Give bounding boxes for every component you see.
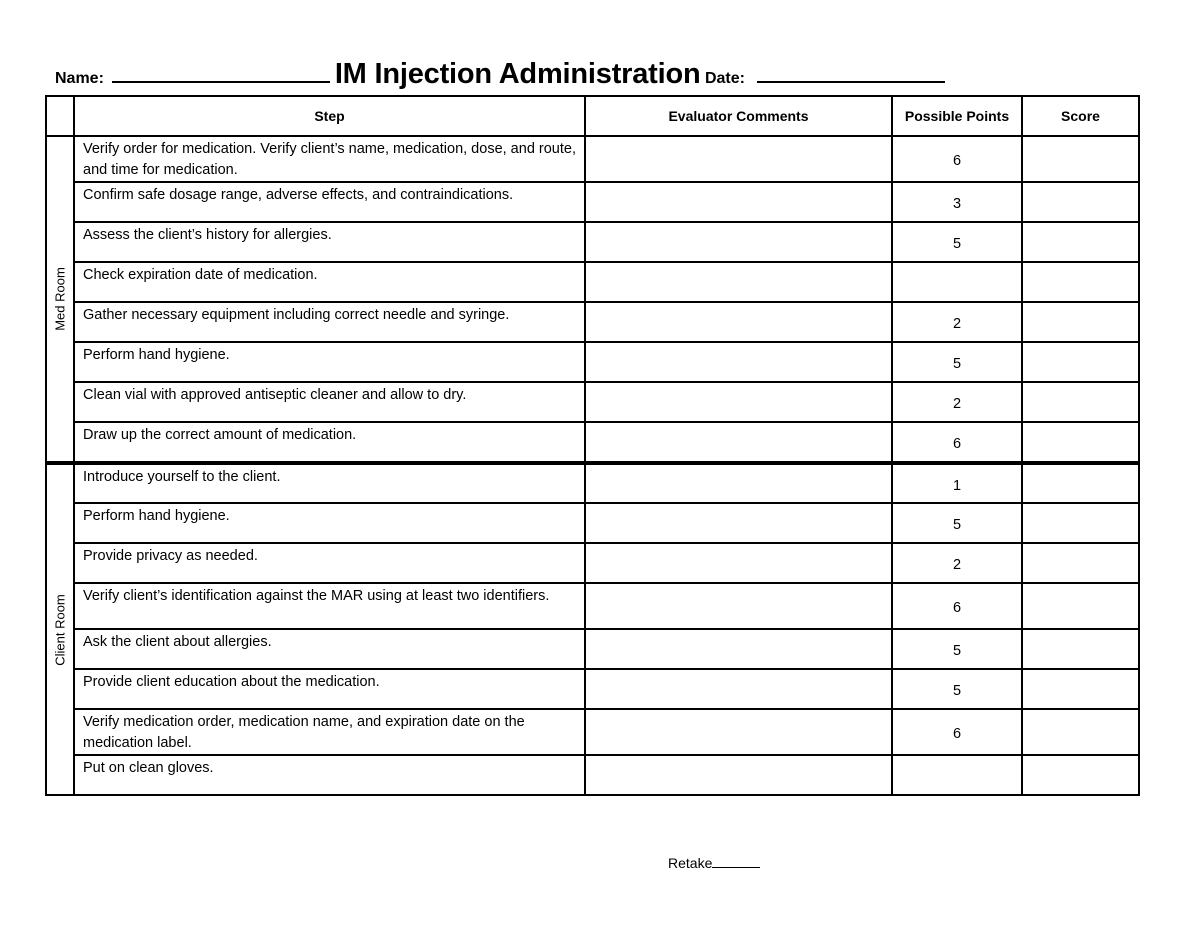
step-cell: Verify order for medication. Verify client’s name, medication, dose, and route, and time for medication. <box>74 136 585 182</box>
table-row <box>46 709 1139 755</box>
evaluator-comments-cell[interactable] <box>585 382 892 422</box>
section-label-cell <box>46 136 74 463</box>
score-cell[interactable] <box>1022 182 1139 222</box>
step-cell: Verify medication order, medication name, and expiration date on the medication label. <box>74 709 585 755</box>
possible-points-cell: 6 <box>892 136 1022 182</box>
evaluator-comments-cell[interactable] <box>585 136 892 182</box>
step-cell: Clean vial with approved antiseptic cleaner and allow to dry. <box>74 382 585 422</box>
column-header-step: Step <box>74 96 585 136</box>
section-label: Client Room <box>52 593 68 666</box>
score-cell[interactable] <box>1022 422 1139 463</box>
score-cell[interactable] <box>1022 136 1139 182</box>
table-row <box>46 755 1139 795</box>
step-cell: Draw up the correct amount of medication. <box>74 422 585 463</box>
form-header <box>55 58 945 96</box>
possible-points-cell: 6 <box>892 583 1022 629</box>
step-cell: Perform hand hygiene. <box>74 342 585 382</box>
column-header-comments: Evaluator Comments <box>585 96 892 136</box>
possible-points-cell: 6 <box>892 422 1022 463</box>
date-label: Date: <box>704 70 745 87</box>
step-cell: Perform hand hygiene. <box>74 503 585 543</box>
column-header-points: Possible Points <box>892 96 1022 136</box>
table-row <box>46 422 1139 463</box>
checklist-table <box>45 95 1140 796</box>
step-cell: Check expiration date of medication. <box>74 262 585 302</box>
possible-points-cell: 5 <box>892 342 1022 382</box>
evaluator-comments-cell[interactable] <box>585 262 892 302</box>
step-cell: Ask the client about allergies. <box>74 629 585 669</box>
possible-points-cell: 5 <box>892 222 1022 262</box>
step-cell: Gather necessary equipment including correct needle and syringe. <box>74 302 585 342</box>
table-row <box>46 302 1139 342</box>
evaluator-comments-cell[interactable] <box>585 583 892 629</box>
table-row <box>46 463 1139 503</box>
possible-points-cell: 2 <box>892 382 1022 422</box>
score-cell[interactable] <box>1022 262 1139 302</box>
possible-points-cell: 1 <box>892 463 1022 503</box>
possible-points-cell: 2 <box>892 543 1022 583</box>
retake-field <box>668 855 760 871</box>
score-cell[interactable] <box>1022 669 1139 709</box>
table-row <box>46 222 1139 262</box>
step-cell: Provide client education about the medication. <box>74 669 585 709</box>
name-blank <box>112 81 330 83</box>
section-label: Med Room <box>52 267 68 331</box>
evaluator-comments-cell[interactable] <box>585 222 892 262</box>
section-header-cell <box>46 96 74 136</box>
possible-points-cell: 5 <box>892 503 1022 543</box>
retake-label: Retake <box>668 855 713 871</box>
step-cell: Assess the client’s history for allergies. <box>74 222 585 262</box>
score-cell[interactable] <box>1022 463 1139 503</box>
section-label-cell <box>46 463 74 795</box>
date-blank <box>757 81 945 83</box>
step-cell: Put on clean gloves. <box>74 755 585 795</box>
page-title: IM Injection Administration <box>334 58 701 90</box>
column-header-score: Score <box>1022 96 1139 136</box>
possible-points-cell: 5 <box>892 669 1022 709</box>
evaluator-comments-cell[interactable] <box>585 543 892 583</box>
table-row <box>46 629 1139 669</box>
table-row <box>46 262 1139 302</box>
retake-blank <box>712 867 760 868</box>
table-row <box>46 342 1139 382</box>
score-cell[interactable] <box>1022 583 1139 629</box>
evaluator-comments-cell[interactable] <box>585 669 892 709</box>
step-cell: Provide privacy as needed. <box>74 543 585 583</box>
step-cell: Introduce yourself to the client. <box>74 463 585 503</box>
score-cell[interactable] <box>1022 382 1139 422</box>
table-row <box>46 669 1139 709</box>
table-row <box>46 382 1139 422</box>
table-row <box>46 503 1139 543</box>
score-cell[interactable] <box>1022 302 1139 342</box>
step-cell: Verify client’s identification against the MAR using at least two identifiers. <box>74 583 585 629</box>
score-cell[interactable] <box>1022 543 1139 583</box>
possible-points-cell <box>892 262 1022 302</box>
score-cell[interactable] <box>1022 629 1139 669</box>
evaluator-comments-cell[interactable] <box>585 422 892 463</box>
table-body <box>46 136 1139 795</box>
name-label: Name: <box>55 70 104 87</box>
possible-points-cell: 2 <box>892 302 1022 342</box>
table-row <box>46 136 1139 182</box>
score-cell[interactable] <box>1022 755 1139 795</box>
possible-points-cell: 3 <box>892 182 1022 222</box>
evaluator-comments-cell[interactable] <box>585 463 892 503</box>
score-cell[interactable] <box>1022 342 1139 382</box>
evaluator-comments-cell[interactable] <box>585 503 892 543</box>
table-row <box>46 543 1139 583</box>
evaluator-comments-cell[interactable] <box>585 342 892 382</box>
table-header-row <box>46 96 1139 136</box>
evaluator-comments-cell[interactable] <box>585 709 892 755</box>
evaluator-comments-cell[interactable] <box>585 182 892 222</box>
table-row <box>46 583 1139 629</box>
possible-points-cell <box>892 755 1022 795</box>
evaluator-comments-cell[interactable] <box>585 755 892 795</box>
possible-points-cell: 6 <box>892 709 1022 755</box>
score-cell[interactable] <box>1022 222 1139 262</box>
step-cell: Confirm safe dosage range, adverse effects, and contraindications. <box>74 182 585 222</box>
score-cell[interactable] <box>1022 709 1139 755</box>
possible-points-cell: 5 <box>892 629 1022 669</box>
score-cell[interactable] <box>1022 503 1139 543</box>
evaluator-comments-cell[interactable] <box>585 629 892 669</box>
evaluator-comments-cell[interactable] <box>585 302 892 342</box>
table-row <box>46 182 1139 222</box>
